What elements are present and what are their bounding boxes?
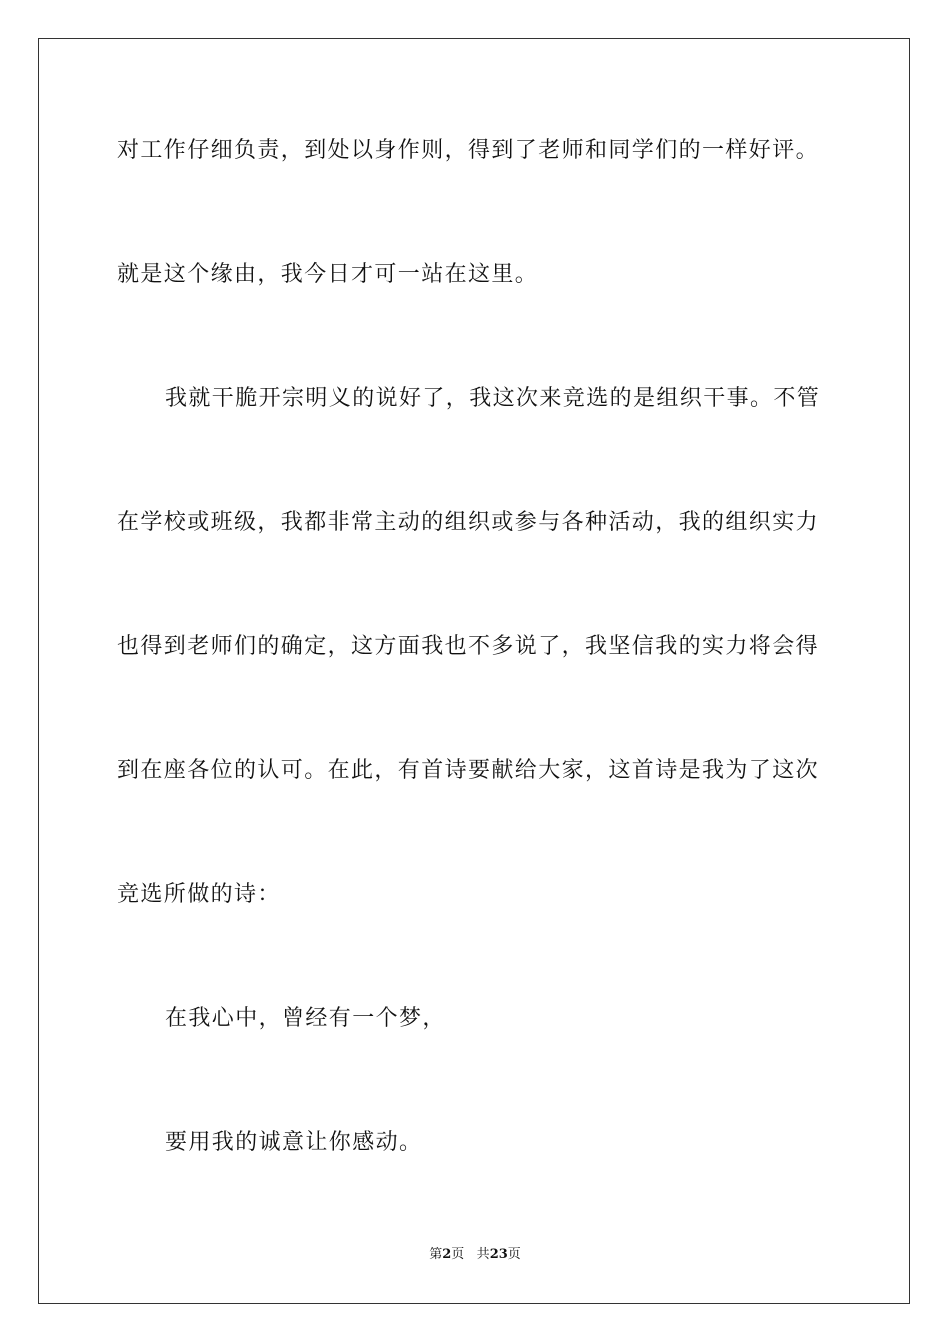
- footer-total-suffix: 页: [507, 1247, 521, 1262]
- body-text-line-5: 也得到老师们的确定，这方面我也不多说了，我坚信我的实力将会得: [117, 634, 820, 659]
- poem-line-1: 在我心中，曾经有一个梦，: [165, 1006, 446, 1031]
- poem-line-2: 要用我的诚意让你感动。: [165, 1130, 423, 1155]
- page-footer: [0, 1248, 950, 1261]
- body-text-line-6: 到在座各位的认可。在此，有首诗要献给大家，这首诗是我为了这次: [117, 758, 820, 783]
- body-text-line-3: 我就干脆开宗明义的说好了，我这次来竞选的是组织干事。不管: [165, 386, 821, 411]
- footer-total-pages: 23: [489, 1247, 508, 1262]
- footer-total-prefix: 共: [476, 1247, 490, 1262]
- footer-page-prefix: 第: [429, 1247, 443, 1262]
- body-text-line-2: 就是这个缘由，我今日才可一站在这里。: [117, 262, 539, 287]
- body-text-line-7: 竞选所做的诗：: [117, 882, 281, 907]
- page-border: [38, 38, 910, 1304]
- body-text-line-1: 对工作仔细负责，到处以身作则，得到了老师和同学们的一样好评。: [117, 138, 820, 163]
- footer-current-page: 2: [442, 1247, 452, 1262]
- footer-page-suffix: 页: [451, 1247, 465, 1262]
- body-text-line-4: 在学校或班级，我都非常主动的组织或参与各种活动，我的组织实力: [117, 510, 820, 535]
